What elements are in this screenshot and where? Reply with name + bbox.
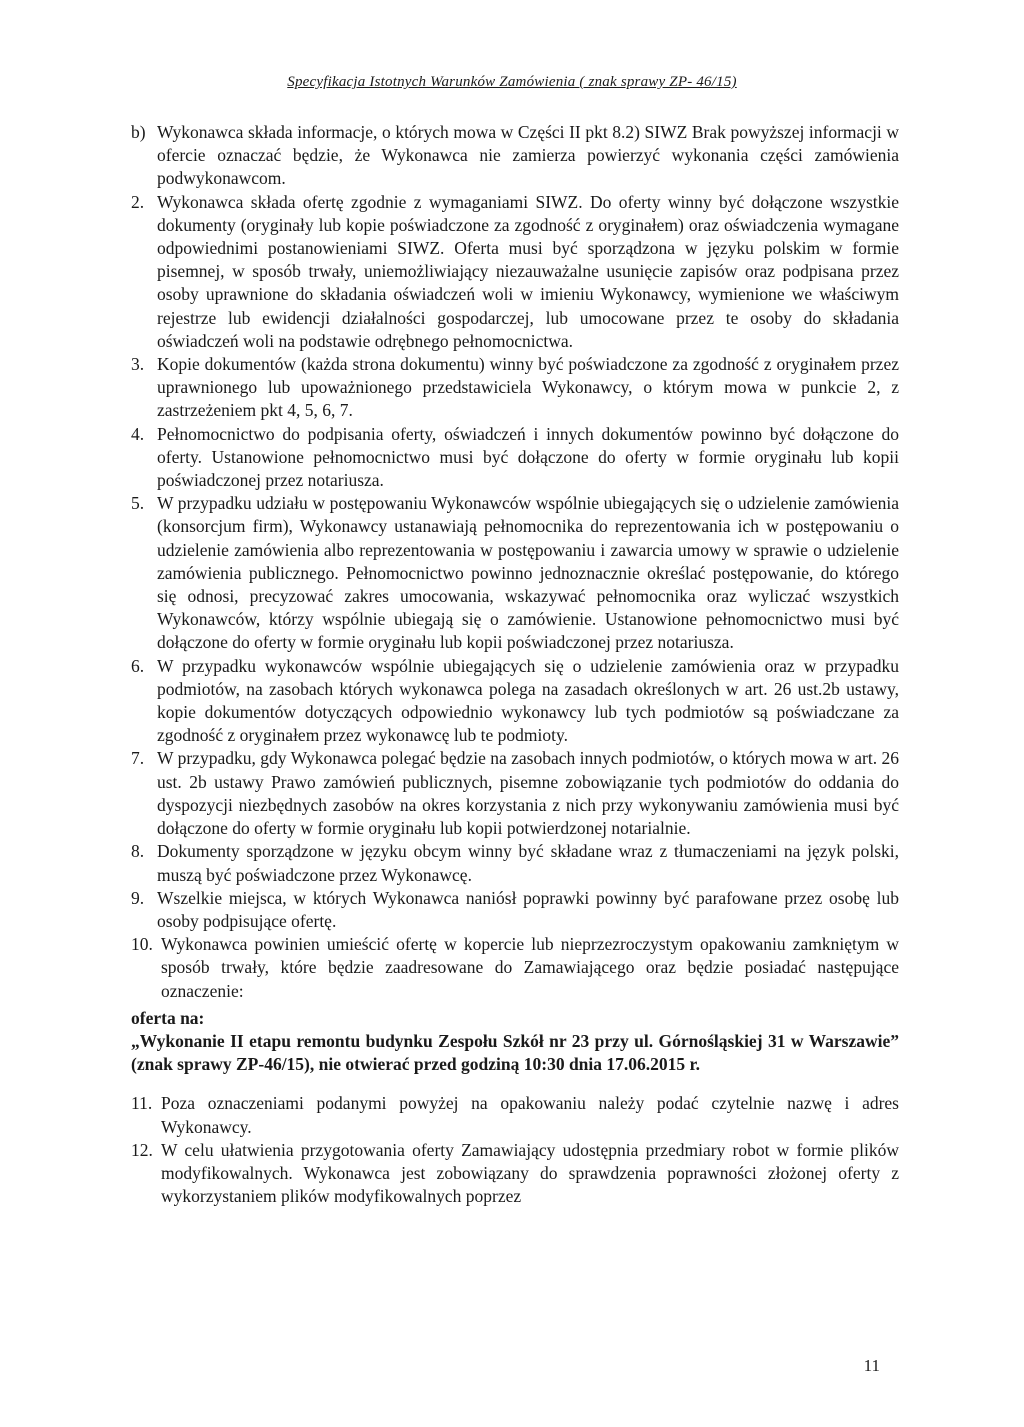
list-item-8 <box>131 840 899 886</box>
item-text: W celu ułatwienia przygotowania oferty Zamawiający udostępnia przedmiary robot w formie plików modyfikowalnych. Wykonawca jest zobowiązany do sprawdzenia poprawności złożonej oferty z wykorzystaniem plików modyfikowalnych poprzez <box>161 1139 899 1207</box>
item-text: Wykonawca składa informacje, o których mowa w Części II pkt 8.2) SIWZ Brak powyższej informacji w ofercie oznaczać będzie, że Wykonawca nie zamierza powierzyć wykonania części zamówienia podwykonawcom. <box>157 122 899 189</box>
list-item-5 <box>131 492 899 654</box>
item-text: W przypadku wykonawców wspólnie ubiegających się o udzielenie zamówienia oraz w przypadku podmiotów, na zasobach których wykonawca polega na zasadach określonych w art. 26 ust.2b ustawy, kopie dokumentów dotyczących odpowiednio wykonawcy lub tych podmiotów są poświadczane za zgodność z oryginałem przez wykonawcę lub te podmioty. <box>157 655 899 746</box>
offer-label: oferta na: <box>131 1007 205 1028</box>
item-text: W przypadku, gdy Wykonawca polegać będzie na zasobach innych podmiotów, o których mowa w art. 26 ust. 2b ustawy Prawo zamówień publicznych, pisemne zobowiązanie tych podmiotów do oddania do dyspozycji niezbędnych zasobów na okres korzystania z nich przy wykonywaniu zamówienia musi być dołączone do oferty w formie oryginału lub kopii potwierdzonej notarialnie. <box>157 748 899 839</box>
item-number: 2. <box>131 191 145 212</box>
document-header: Specyfikacja Istotnych Warunków Zamówienia ( znak sprawy ZP- 46/15) <box>287 74 737 90</box>
item-number: 9. <box>131 887 145 908</box>
item-text: Poza oznaczeniami podanymi powyżej na opakowaniu należy podać czytelnie nazwę i adres Wykonawcy. <box>161 1093 899 1137</box>
list-item-6 <box>131 655 899 748</box>
item-text: W przypadku udziału w postępowaniu Wykonawców wspólnie ubiegających się o udzielenie zamówienia (konsorcjum firm), Wykonawcy ustanawiają pełnomocnika do reprezentowania ich w postępowaniu o udzielenie zamówienia albo reprezentowania w postępowaniu i zawarcia umowy w sprawie o udzielenie zamówienia publicznego. Pełnomocnictwo powinno jednoznacznie określać postępowanie, do którego się odnosi, precyzować zakres umocowania, wskazywać pełnomocnika oraz wyliczać wszystkich Wykonawców, którzy wspólnie ubiegają się o zamówienie. Ustanowione pełnomocnictwo musi być dołączone do oferty w formie oryginału lub kopii poświadczonej przez notariusza. <box>157 493 899 653</box>
item-number: 4. <box>131 423 145 444</box>
item-text: Wykonawca powinien umieścić ofertę w kopercie lub nieprzezroczystym opakowaniu zamkniętym w sposób trwały, które będzie zaadresowane do Zamawiającego oraz będzie posiadać następujące oznaczenie: <box>161 934 899 1001</box>
list-item-10 <box>131 933 899 1003</box>
list-item-2 <box>131 191 899 353</box>
page-number: 11 <box>863 1356 880 1375</box>
item-number: 7. <box>131 748 145 769</box>
list-item-4 <box>131 423 899 493</box>
item-number: b) <box>131 122 146 142</box>
list-item-b <box>131 121 899 191</box>
item-text: Kopie dokumentów (każda strona dokumentu) winny być poświadczone za zgodność z oryginałem przez uprawnionego lub upoważnionego przedstawiciela Wykonawcy, o którym mowa w punkcie 2, z zastrzeżeniem pkt 4, 5, 6, 7. <box>157 354 899 421</box>
item-text: Wszelkie miejsca, w których Wykonawca naniósł poprawki powinny być parafowane przez osobę lub osoby podpisujące ofertę. <box>157 887 899 931</box>
list-item-9 <box>131 887 899 933</box>
item-number: 12. <box>131 1139 153 1160</box>
item-number: 11. <box>131 1093 153 1114</box>
item-number: 10. <box>131 934 153 955</box>
item-number: 5. <box>131 493 145 514</box>
list-item-7 <box>131 747 899 840</box>
offer-marking-text: „Wykonanie II etapu remontu budynku Zespołu Szkół nr 23 przy ul. Górnośląskiej 31 w Warszawie” (znak sprawy ZP-46/15), nie otwierać przed godziną 10:30 dnia 17.06.2015 r. <box>131 1030 899 1075</box>
list-item-11 <box>131 1092 899 1138</box>
document-body <box>131 121 899 1208</box>
item-number: 3. <box>131 354 145 375</box>
item-text: Wykonawca składa ofertę zgodnie z wymaganiami SIWZ. Do oferty winny być dołączone wszystkie dokumenty (oryginały lub kopie poświadczone za zgodność z oryginałem) oraz oświadczenia wymagane odpowiednimi postanowieniami SIWZ. Oferta musi być sporządzona w języku polskim w formie pisemnej, w sposób trwały, uniemożliwiający niezauważalne usunięcie zapisów oraz podpisana przez osoby uprawnione do składania oświadczeń woli w imieniu Wykonawcy, wymienione we właściwym rejestrze lub ewidencji działalności gospodarczej, lub umocowane przez te osoby do składania oświadczeń woli na podstawie odrębnego pełnomocnictwa. <box>157 191 899 351</box>
list-item-12 <box>131 1139 899 1209</box>
list-item-3 <box>131 353 899 423</box>
item-text: Dokumenty sporządzone w języku obcym winny być składane wraz z tłumaczeniami na język polski, muszą być poświadczone przez Wykonawcę. <box>157 841 899 885</box>
item-number: 6. <box>131 655 145 676</box>
item-text: Pełnomocnictwo do podpisania oferty, oświadczeń i innych dokumentów powinno być dołączone do oferty. Ustanowione pełnomocnictwo musi być dołączone do oferty w formie oryginału lub kopii poświadczonej przez notariusza. <box>157 423 899 491</box>
item-number: 8. <box>131 841 145 862</box>
